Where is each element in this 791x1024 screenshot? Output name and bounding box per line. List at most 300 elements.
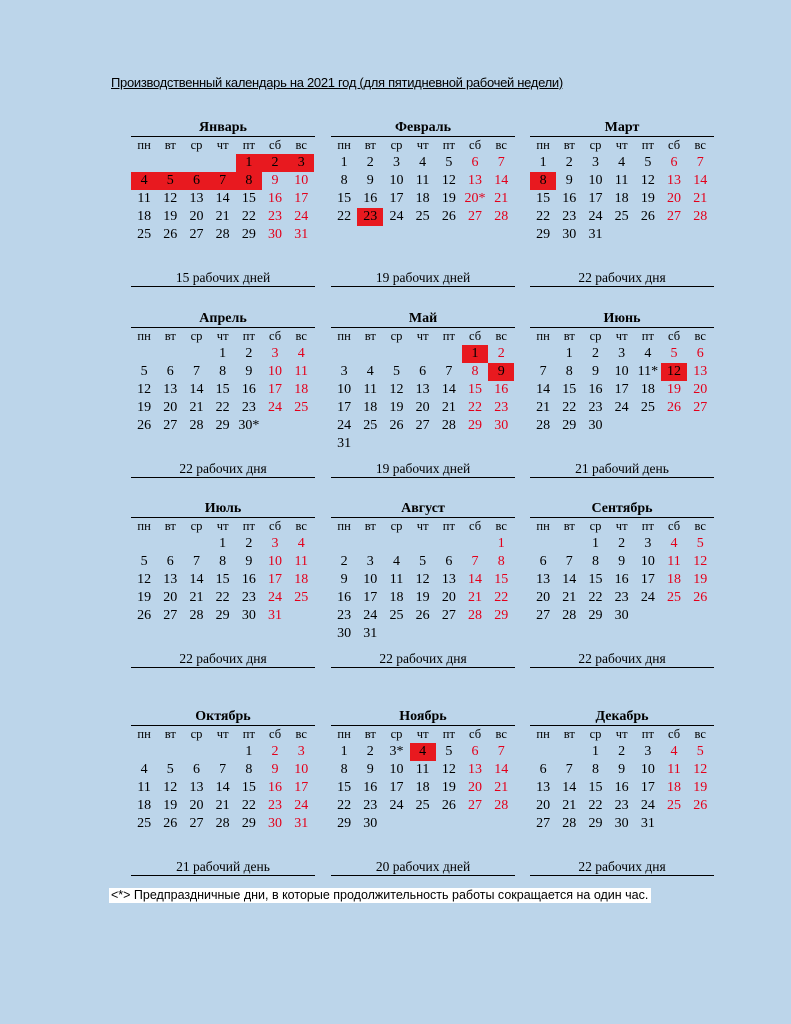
- day-cell: 16: [363, 780, 378, 795]
- day-cell: 24: [268, 590, 283, 605]
- weekday-header: пт: [242, 329, 255, 343]
- day-cell: 17: [294, 780, 309, 795]
- day-cell: 12: [640, 173, 655, 188]
- day-cell: 22: [241, 209, 256, 224]
- day-cell: 10: [268, 554, 283, 569]
- day-cell: 8: [565, 364, 573, 379]
- day-cell: 3: [288, 154, 314, 172]
- weekday-header: пт: [442, 519, 455, 533]
- weekday-header: чт: [216, 519, 229, 533]
- day-cell: 26: [137, 418, 152, 433]
- empty-cell: [556, 743, 582, 761]
- day-cell: 3: [591, 155, 599, 170]
- empty-cell: [183, 535, 209, 553]
- day-cell: 3: [366, 554, 374, 569]
- day-cell: 28: [562, 816, 577, 831]
- day-cell: 25: [294, 400, 309, 415]
- month-block: [530, 708, 714, 874]
- day-cell: 1: [591, 744, 599, 759]
- day-cell: 10: [614, 364, 629, 379]
- day-cell: 3: [271, 536, 279, 551]
- day-cell: 20: [441, 590, 456, 605]
- day-cell: 11: [667, 554, 681, 569]
- weekday-header: пн: [536, 138, 550, 152]
- empty-cell: [436, 345, 462, 363]
- day-cell: 22: [588, 798, 603, 813]
- day-cell: 23: [562, 209, 577, 224]
- weekday-header: вс: [295, 727, 307, 741]
- day-cell: 26: [137, 608, 152, 623]
- day-cell: 24: [294, 209, 309, 224]
- weekday-header: пт: [242, 138, 255, 152]
- day-cell: 13: [468, 173, 483, 188]
- empty-cell: [183, 154, 209, 172]
- day-cell: 26: [667, 400, 682, 415]
- day-cell: 28: [215, 227, 230, 242]
- day-cell: 7: [471, 554, 479, 569]
- month-name: Октябрь: [131, 708, 315, 726]
- month-grid: [131, 726, 315, 833]
- day-cell: 2: [271, 744, 279, 759]
- weekday-header: пн: [137, 727, 151, 741]
- day-cell: 16: [562, 191, 577, 206]
- day-cell: 11: [614, 173, 629, 188]
- day-cell: 15: [588, 572, 603, 587]
- day-cell: 30: [363, 816, 378, 831]
- day-cell: 28: [693, 209, 708, 224]
- day-cell: 30: [562, 227, 577, 242]
- day-cell: 20: [536, 798, 551, 813]
- day-cell: 31: [268, 608, 283, 623]
- day-cell: 13: [693, 364, 708, 379]
- day-cell: 9: [565, 173, 573, 188]
- day-cell: 6: [192, 762, 200, 777]
- day-cell: 17: [337, 400, 352, 415]
- day-cell: 10: [640, 762, 655, 777]
- weekday-header: пн: [536, 329, 550, 343]
- day-cell: 8: [236, 172, 262, 190]
- day-cell: 11: [137, 780, 151, 795]
- working-days-count: 20 рабочих дней: [331, 858, 515, 876]
- day-cell: 8: [471, 364, 479, 379]
- day-cell: 27: [189, 227, 204, 242]
- day-cell: 11: [363, 382, 378, 397]
- day-cell: 23: [494, 400, 509, 415]
- day-cell: 26: [163, 816, 178, 831]
- weekday-header: вс: [295, 519, 307, 533]
- day-cell: 25: [137, 816, 152, 831]
- day-cell: 14: [441, 382, 456, 397]
- day-cell: 23: [337, 608, 352, 623]
- day-cell: 25: [137, 227, 152, 242]
- day-cell: 21: [189, 400, 204, 415]
- day-cell: 23: [614, 590, 629, 605]
- day-cell: 10: [294, 762, 309, 777]
- day-cell: 20: [189, 798, 204, 813]
- weekday-header: сб: [469, 727, 482, 741]
- day-cell: 20: [693, 382, 708, 397]
- day-cell: 9: [271, 173, 279, 188]
- day-cell: 31: [588, 227, 603, 242]
- weekday-header: вс: [694, 138, 706, 152]
- day-cell: 29: [588, 608, 603, 623]
- day-cell: 16: [614, 780, 629, 795]
- day-cell: 17: [640, 780, 655, 795]
- day-cell: 22: [536, 209, 551, 224]
- empty-cell: [383, 345, 409, 363]
- day-cell: 3*: [389, 744, 404, 759]
- weekday-header: ср: [190, 519, 203, 533]
- empty-cell: [157, 743, 183, 761]
- day-cell: 15: [215, 572, 230, 587]
- day-cell: 21: [494, 191, 509, 206]
- day-cell: 19: [667, 382, 682, 397]
- day-cell: 1: [462, 345, 488, 363]
- day-cell: 28: [536, 418, 551, 433]
- day-cell: 6: [166, 554, 174, 569]
- weekday-header: ср: [589, 138, 602, 152]
- day-cell: 31: [294, 816, 309, 831]
- weekday-header: чт: [416, 519, 429, 533]
- day-cell: 4: [670, 536, 678, 551]
- day-cell: 15: [494, 572, 509, 587]
- month-grid: [530, 726, 714, 833]
- day-cell: 17: [588, 191, 603, 206]
- day-cell: 16: [268, 780, 283, 795]
- day-cell: 24: [294, 798, 309, 813]
- day-cell: 2: [245, 536, 253, 551]
- day-cell: 12: [441, 173, 456, 188]
- day-cell: 30: [614, 608, 629, 623]
- day-cell: 23: [241, 590, 256, 605]
- day-cell: 13: [441, 572, 456, 587]
- day-cell: 30: [241, 608, 256, 623]
- day-cell: 8: [530, 172, 556, 190]
- day-cell: 31: [337, 436, 352, 451]
- month-name: Апрель: [131, 310, 315, 328]
- day-cell: 23: [241, 400, 256, 415]
- weekday-header: вс: [495, 329, 507, 343]
- day-cell: 28: [189, 608, 204, 623]
- day-cell: 9: [618, 762, 626, 777]
- weekday-header: чт: [615, 727, 628, 741]
- empty-cell: [331, 535, 357, 553]
- day-cell: 25: [363, 418, 378, 433]
- empty-cell: [331, 345, 357, 363]
- day-cell: 5: [419, 554, 427, 569]
- day-cell: 30: [614, 816, 629, 831]
- weekday-header: пт: [641, 329, 654, 343]
- day-cell: 26: [163, 227, 178, 242]
- weekday-header: вт: [164, 727, 176, 741]
- working-days-count: 21 рабочий день: [530, 460, 714, 478]
- day-cell: 17: [640, 572, 655, 587]
- day-cell: 30: [494, 418, 509, 433]
- day-cell: 25: [640, 400, 655, 415]
- day-cell: 17: [363, 590, 378, 605]
- day-cell: 1: [245, 744, 253, 759]
- weekday-header: вт: [364, 519, 376, 533]
- day-cell: 31: [363, 626, 378, 641]
- day-cell: 30*: [238, 418, 260, 433]
- month-block: [530, 310, 714, 476]
- day-cell: 5: [445, 155, 453, 170]
- day-cell: 27: [693, 400, 708, 415]
- month-name: Февраль: [331, 119, 515, 137]
- month-grid: [131, 137, 315, 244]
- weekday-header: чт: [615, 138, 628, 152]
- weekday-header: ср: [589, 727, 602, 741]
- weekday-header: чт: [416, 727, 429, 741]
- month-grid: [530, 518, 714, 625]
- day-cell: 11: [137, 191, 151, 206]
- day-cell: 18: [667, 780, 682, 795]
- day-cell: 12: [389, 382, 404, 397]
- day-cell: 7: [565, 762, 573, 777]
- weekday-header: чт: [216, 329, 229, 343]
- weekday-header: пн: [536, 727, 550, 741]
- empty-cell: [357, 345, 383, 363]
- weekday-header: ср: [589, 519, 602, 533]
- empty-cell: [462, 535, 488, 553]
- day-cell: 10: [588, 173, 603, 188]
- day-cell: 5: [644, 155, 652, 170]
- day-cell: 4: [410, 743, 436, 761]
- month-name: Январь: [131, 119, 315, 137]
- day-cell: 22: [337, 209, 352, 224]
- day-cell: 15: [562, 382, 577, 397]
- day-cell: 16: [241, 382, 256, 397]
- weekday-header: вт: [563, 519, 575, 533]
- day-cell: 18: [294, 382, 309, 397]
- month-block: [331, 119, 515, 285]
- day-cell: 17: [389, 780, 404, 795]
- day-cell: 20: [189, 209, 204, 224]
- day-cell: 8: [340, 762, 348, 777]
- month-name: Июнь: [530, 310, 714, 328]
- day-cell: 8: [591, 554, 599, 569]
- day-cell: 9: [340, 572, 348, 587]
- weekday-header: вт: [563, 138, 575, 152]
- empty-cell: [157, 154, 183, 172]
- day-cell: 8: [219, 554, 227, 569]
- day-cell: 4: [618, 155, 626, 170]
- day-cell: 15: [337, 780, 352, 795]
- day-cell: 14: [536, 382, 551, 397]
- day-cell: 3: [644, 536, 652, 551]
- day-cell: 18: [640, 382, 655, 397]
- empty-cell: [383, 535, 409, 553]
- day-cell: 13: [163, 572, 178, 587]
- day-cell: 23: [268, 798, 283, 813]
- day-cell: 6: [445, 554, 453, 569]
- day-cell: 20: [536, 590, 551, 605]
- weekday-header: сб: [668, 329, 681, 343]
- day-cell: 26: [693, 590, 708, 605]
- day-cell: 12: [441, 762, 456, 777]
- day-cell: 12: [693, 762, 708, 777]
- day-cell: 2: [565, 155, 573, 170]
- day-cell: 15: [337, 191, 352, 206]
- day-cell: 15: [536, 191, 551, 206]
- day-cell: 27: [415, 418, 430, 433]
- day-cell: 7: [565, 554, 573, 569]
- day-cell: 24: [640, 590, 655, 605]
- day-cell: 10: [389, 173, 404, 188]
- weekday-header: вс: [295, 138, 307, 152]
- day-cell: 4: [297, 346, 305, 361]
- month-name: Май: [331, 310, 515, 328]
- day-cell: 29: [241, 227, 256, 242]
- day-cell: 9: [591, 364, 599, 379]
- day-cell: 23: [614, 798, 629, 813]
- day-cell: 23: [268, 209, 283, 224]
- month-grid: [331, 518, 515, 643]
- day-cell: 27: [163, 608, 178, 623]
- day-cell: 9: [245, 364, 253, 379]
- day-cell: 22: [468, 400, 483, 415]
- working-days-count: 22 рабочих дня: [131, 650, 315, 668]
- empty-cell: [436, 535, 462, 553]
- day-cell: 11: [389, 572, 404, 587]
- weekday-header: сб: [469, 519, 482, 533]
- day-cell: 11: [415, 762, 430, 777]
- month-grid: [331, 137, 515, 226]
- day-cell: 12: [137, 382, 152, 397]
- day-cell: 7: [192, 554, 200, 569]
- day-cell: 17: [294, 191, 309, 206]
- day-cell: 24: [337, 418, 352, 433]
- day-cell: 28: [441, 418, 456, 433]
- weekday-header: сб: [668, 138, 681, 152]
- day-cell: 3: [618, 346, 626, 361]
- day-cell: 25: [415, 209, 430, 224]
- empty-cell: [530, 535, 556, 553]
- day-cell: 18: [415, 780, 430, 795]
- day-cell: 13: [189, 780, 204, 795]
- weekday-header: вс: [495, 727, 507, 741]
- day-cell: 4: [297, 536, 305, 551]
- month-block: [331, 708, 515, 874]
- day-cell: 18: [415, 191, 430, 206]
- day-cell: 14: [189, 572, 204, 587]
- day-cell: 25: [667, 590, 682, 605]
- day-cell: 19: [693, 572, 708, 587]
- month-name: Июль: [131, 500, 315, 518]
- weekday-header: ср: [190, 329, 203, 343]
- day-cell: 15: [215, 382, 230, 397]
- day-cell: 14: [693, 173, 708, 188]
- day-cell: 20*: [464, 191, 486, 206]
- month-grid: [331, 328, 515, 453]
- day-cell: 8: [340, 173, 348, 188]
- day-cell: 2: [366, 744, 374, 759]
- day-cell: 19: [163, 209, 178, 224]
- footnote: <*> Предпраздничные дни, в которые продолжительность работы сокращается на один час.: [109, 888, 651, 903]
- weekday-header: вс: [694, 329, 706, 343]
- day-cell: 18: [614, 191, 629, 206]
- day-cell: 4: [140, 762, 148, 777]
- day-cell: 4: [419, 155, 427, 170]
- empty-cell: [157, 345, 183, 363]
- day-cell: 6: [471, 744, 479, 759]
- day-cell: 26: [389, 418, 404, 433]
- day-cell: 25: [667, 798, 682, 813]
- day-cell: 21: [215, 798, 230, 813]
- day-cell: 8: [497, 554, 505, 569]
- day-cell: 19: [137, 590, 152, 605]
- day-cell: 1: [236, 154, 262, 172]
- day-cell: 3: [644, 744, 652, 759]
- day-cell: 13: [667, 173, 682, 188]
- day-cell: 2: [591, 346, 599, 361]
- day-cell: 5: [670, 346, 678, 361]
- weekday-header: сб: [469, 138, 482, 152]
- weekday-header: пт: [242, 727, 255, 741]
- day-cell: 25: [294, 590, 309, 605]
- day-cell: 10: [337, 382, 352, 397]
- day-cell: 7: [497, 744, 505, 759]
- day-cell: 5: [166, 762, 174, 777]
- day-cell: 27: [163, 418, 178, 433]
- day-cell: 14: [189, 382, 204, 397]
- day-cell: 11: [667, 762, 681, 777]
- day-cell: 30: [268, 227, 283, 242]
- day-cell: 29: [241, 816, 256, 831]
- day-cell: 11: [294, 554, 308, 569]
- weekday-header: пн: [137, 138, 151, 152]
- month-grid: [530, 328, 714, 435]
- weekday-header: вт: [164, 519, 176, 533]
- day-cell: 7: [219, 762, 227, 777]
- weekday-header: пн: [337, 329, 351, 343]
- weekday-header: вс: [295, 329, 307, 343]
- month-block: [530, 500, 714, 666]
- day-cell: 5: [445, 744, 453, 759]
- day-cell: 27: [536, 608, 551, 623]
- day-cell: 29: [337, 816, 352, 831]
- day-cell: 31: [294, 227, 309, 242]
- day-cell: 21: [189, 590, 204, 605]
- day-cell: 10: [268, 364, 283, 379]
- day-cell: 16: [494, 382, 509, 397]
- day-cell: 27: [667, 209, 682, 224]
- day-cell: 19: [640, 191, 655, 206]
- day-cell: 5: [157, 172, 183, 190]
- weekday-header: пт: [641, 727, 654, 741]
- empty-cell: [157, 535, 183, 553]
- empty-cell: [183, 743, 209, 761]
- day-cell: 2: [618, 744, 626, 759]
- day-cell: 29: [494, 608, 509, 623]
- day-cell: 6: [539, 762, 547, 777]
- weekday-header: пт: [641, 519, 654, 533]
- month-block: [131, 500, 315, 666]
- month-block: [331, 500, 515, 666]
- day-cell: 25: [614, 209, 629, 224]
- weekday-header: пт: [641, 138, 654, 152]
- day-cell: 1: [340, 155, 348, 170]
- day-cell: 29: [215, 608, 230, 623]
- day-cell: 29: [562, 418, 577, 433]
- day-cell: 11: [415, 173, 430, 188]
- month-block: [131, 708, 315, 874]
- day-cell: 6: [670, 155, 678, 170]
- day-cell: 27: [468, 798, 483, 813]
- working-days-count: 15 рабочих дней: [131, 269, 315, 287]
- day-cell: 29: [468, 418, 483, 433]
- empty-cell: [131, 535, 157, 553]
